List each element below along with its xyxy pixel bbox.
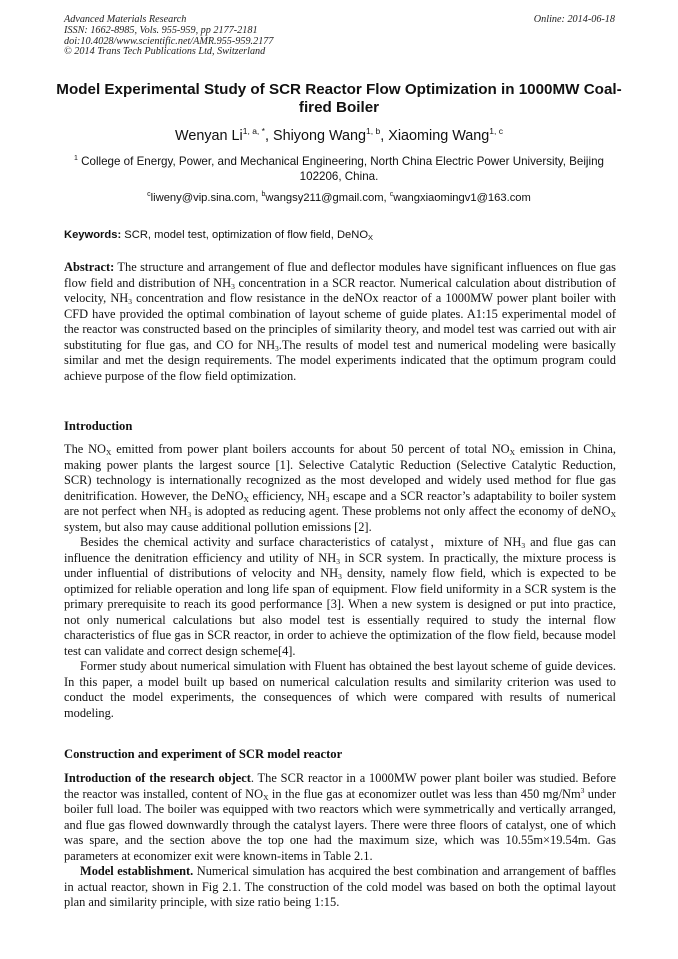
abstract-text: concentration and flow resistance in the deNOx reactor of a 1000MW power plant boiler with CFD have provided the optimal combination of layout scheme of guide plates. A1:15 experimental model of the reactor was constructed based on the principles of similarity theory, and model test was carried out with air substituting for flue gas, and CO for NH	[64, 291, 616, 352]
author-sup: 1, b	[366, 126, 381, 136]
introduction-body	[64, 442, 616, 721]
abstract	[64, 260, 616, 384]
text: system, but also may cause additional pollution emissions [2].	[64, 519, 372, 534]
author-name: Xiaoming Wang	[388, 128, 490, 144]
paragraph-label: Model establishment.	[80, 864, 194, 878]
keywords-label: Keywords:	[64, 229, 122, 241]
paragraph	[64, 442, 616, 535]
journal-name: Advanced Materials Research	[64, 14, 187, 25]
author-sup: 1, c	[489, 126, 503, 136]
text: in the flue gas at economizer outlet was less than 450 mg/Nm	[268, 786, 581, 801]
abstract-text: concentration in a SCR reactor. Numerical calculation about distribution of velocity, NH	[64, 275, 617, 305]
author-list: Wenyan $Li^{1, a, *}$, Shiyong Wang$^{1, b}$, Xiaoming Wang$^{1, c}$	[175, 126, 503, 144]
construction-body	[64, 771, 616, 911]
subscript: 3	[336, 556, 340, 566]
paragraph: Former study about numerical simulation with Fluent has obtained the best layout scheme of guide devices. In this paper, a model built up based on numerical calculation results and similarity criterion was used to conduct the model experiments, the consequences of which were compared with results of numerical modeling.	[64, 659, 616, 720]
copyright-line: © 2014 Trans Tech Publications Ltd, Switzerland	[64, 46, 266, 58]
subscript: X	[263, 792, 269, 802]
paper-title: Model Experimental Study of SCR Reactor Flow Optimization in 1000MW Coal-fired Boiler	[56, 81, 622, 116]
keywords	[64, 228, 624, 242]
email-list: $^c$liweny@vip.sina.com, $^b$wangsy211@gmail.com, $^c$wangxiaomingv1@163.com	[147, 191, 531, 204]
subscript: X	[106, 448, 112, 457]
text: The NO	[64, 442, 107, 456]
author-name: Wenyan Li	[175, 128, 243, 144]
paragraph	[64, 771, 616, 864]
abstract-text: .The results of model test and numerical modeling were basically similar and met the design requirements. The model experiments indicated that the optimum program could achieve purpose of the flow field optimization.	[64, 337, 616, 383]
email-sup: c	[389, 191, 394, 198]
text: is adopted as reducing agent. These problems not only affect the economy of deNO	[191, 504, 611, 518]
subscript: 3	[128, 297, 133, 306]
text: . The SCR reactor in a 1000MW power plant boiler was studied. Before the reactor was installed, content of NO	[64, 771, 616, 801]
doi-line: doi:10.4028/www.scientific.net/AMR.955-959.2177	[64, 35, 274, 47]
keywords-text: SCR, model test, optimization of flow field, DeNO	[121, 229, 369, 241]
text: Numerical simulation has acquired the best combination and arrangement of baffles in actual reactor, shown in Fig 2.1. The construction of the cold model was based on both the optimal layout plan and similarity principle, with size ratio being 1:15.	[64, 864, 616, 909]
email-sup: c	[147, 191, 151, 198]
email-link[interactable]: wangsy211@gmail.com	[265, 192, 384, 204]
affiliation	[58, 155, 620, 184]
text: escape and a SCR reactor’s adaptability to boiler system are not perfect when NH	[64, 488, 616, 518]
subscript: 3	[231, 281, 235, 291]
text: emission in China, making power plants the largest source [1]. Selective Catalytic Reduction (Selective Catalytic Reduction, SCR) technology is internationally recognized as the most developed and widely used method for flue gas denitrification. However, the DeNO	[64, 442, 616, 503]
author-sup: 1, a, *	[242, 126, 265, 136]
paragraph	[64, 864, 616, 911]
affiliation-text: College of Energy, Power, and Mechanical Engineering, North China Electric Power University, Beijing 102206, China.	[81, 155, 604, 183]
paragraph-label: Introduction of the research object	[64, 771, 251, 785]
issn-line: ISSN: 1662-8985, Vols. 955-959, pp 2177-2181	[64, 24, 258, 36]
email-sup: b	[261, 191, 266, 198]
paragraph	[64, 535, 616, 659]
subscript: X	[610, 510, 616, 519]
superscript: 3	[580, 785, 585, 795]
text: density, namely flow field, which is expected to be optimized for reliable operation and long life span of equipment. Flow field uniformity in a SCR system is the primary prerequisite to reach its good performance [3]. When a new system is designed or put into practice, not only numerical calculations but also model test is essentially required to study the internal flow characteristics of flue gas in SCR reactor, in order to achieve the optimization of the flow field, because model test can validate and correct design scheme[4].	[64, 566, 617, 658]
abstract-label: Abstract:	[64, 260, 115, 274]
subscript: 3	[338, 572, 342, 581]
journal-header	[64, 15, 615, 58]
subscript: 3	[187, 510, 192, 519]
affiliation-sup: 1	[74, 155, 78, 162]
text: under boiler full load. The boiler was equipped with two reactors which were symmetrically and vertically arranged, and flue gas flowed downwardly through the catalyst layers. There were three floors of catalyst, one of which was spare, and the section above the top one had the maximum size, which was 10.55m×19.54m. Gas parameters at economizer exit were known-items in Table 2.1.	[64, 786, 616, 863]
subscript: 3	[325, 494, 330, 504]
subscript: 3	[275, 343, 279, 353]
text: Besides the chemical activity and surface characteristics of catalyst，mixture of NH	[80, 535, 522, 549]
text: emitted from power plant boilers accounts for about 50 percent of total NO	[111, 442, 510, 456]
text: in SCR system. In practically, the mixture process is under influential of distributions of velocity and NH	[64, 550, 616, 580]
email-link[interactable]: liweny@vip.sina.com	[150, 192, 256, 204]
subscript: X	[509, 448, 516, 457]
subscript: 3	[521, 541, 526, 550]
abstract-text: The structure and arrangement of flue and deflector modules have significant influences on flue gas flow field and distribution of NH	[64, 260, 616, 290]
text: and flue gas can influence the denitration efficiency and utility of NH	[64, 535, 616, 565]
keywords-sub: X	[368, 233, 374, 242]
introduction-heading: Introduction	[64, 419, 133, 433]
text: efficiency, NH	[248, 488, 326, 503]
author-name: Shiyong Wang	[272, 128, 367, 144]
construction-heading: Construction and experiment of SCR model reactor	[64, 747, 343, 761]
online-date: Online: 2014-06-18	[533, 14, 615, 25]
email-link[interactable]: wangxiaomingv1@163.com	[393, 192, 531, 204]
subscript: X	[243, 494, 249, 504]
